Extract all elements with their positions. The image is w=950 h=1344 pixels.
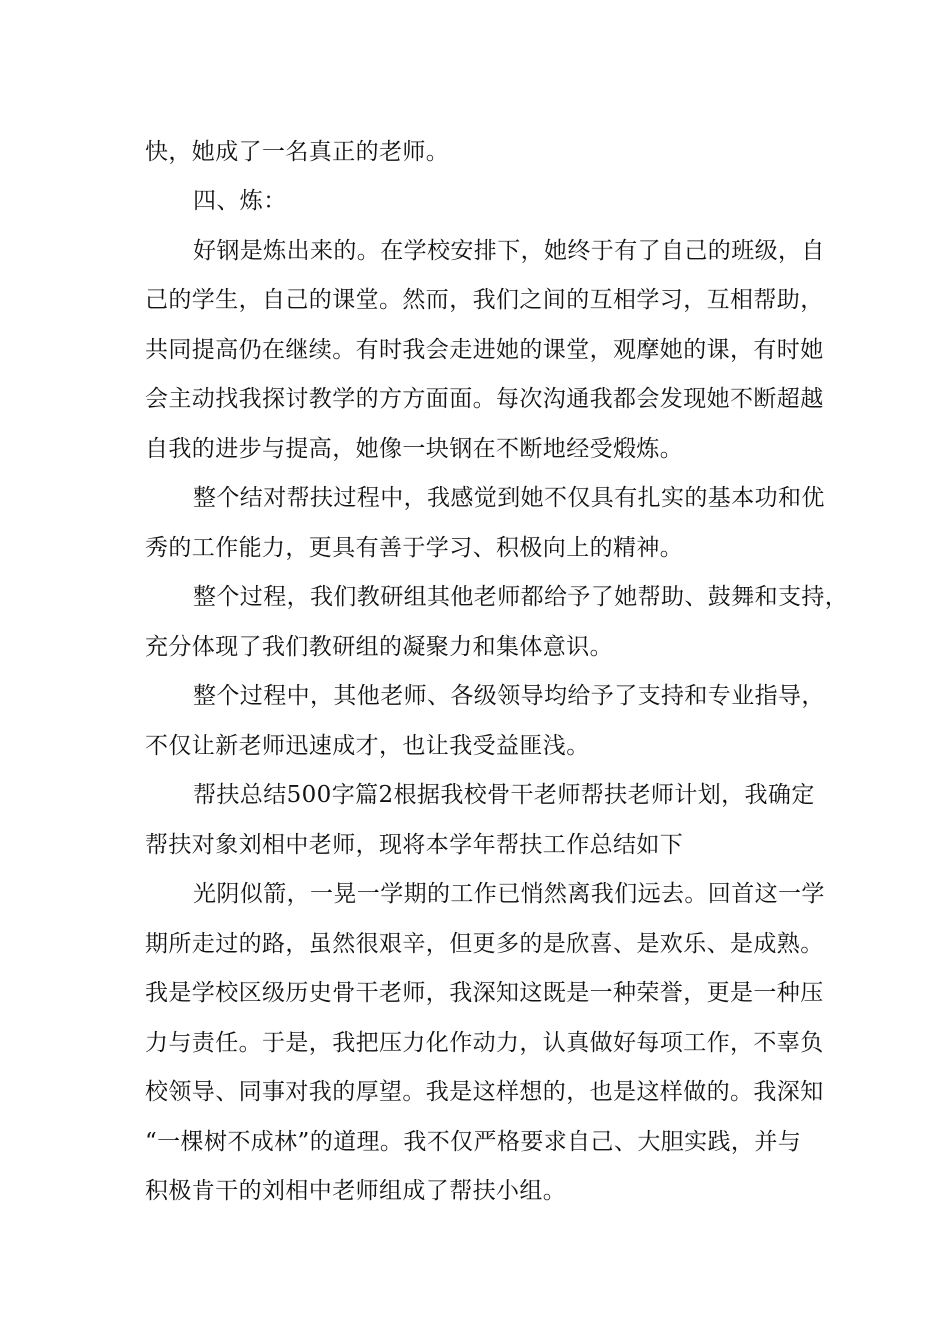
text-line: 整个过程，我们教研组其他老师都给予了她帮助、鼓舞和支持， <box>193 584 849 610</box>
text-line: 校领导、同事对我的厚望。我是这样想的，也是这样做的。我深知 <box>145 1079 824 1105</box>
text-line: 帮扶总结500字篇2根据我校骨干老师帮扶老师计划，我确定 <box>193 782 815 808</box>
text-line: 快，她成了一名真正的老师。 <box>145 139 450 165</box>
text-line: 积极肯干的刘相中老师组成了帮扶小组。 <box>145 1178 567 1204</box>
text-line: 共同提高仍在继续。有时我会走进她的课堂，观摩她的课，有时她 <box>145 337 824 363</box>
section-heading: 四、炼： <box>193 188 287 214</box>
text-line: 不仅让新老师迅速成才，也让我受益匪浅。 <box>145 733 590 759</box>
text-line: 整个过程中，其他老师、各级领导均给予了支持和专业指导， <box>193 683 825 709</box>
text-line: 自我的进步与提高，她像一块钢在不断地经受煅炼。 <box>145 436 684 462</box>
text-line: 力与责任。于是，我把压力化作动力，认真做好每项工作，不辜负 <box>145 1030 824 1056</box>
text-line: 光阴似箭，一晃一学期的工作已悄然离我们远去。回首这一学 <box>193 881 825 907</box>
text-line: 好钢是炼出来的。在学校安排下，她终于有了自己的班级，自 <box>193 238 825 264</box>
text-line: 期所走过的路，虽然很艰辛，但更多的是欣喜、是欢乐、是成熟。 <box>145 931 824 957</box>
text-line: 帮扶对象刘相中老师，现将本学年帮扶工作总结如下 <box>145 832 684 858</box>
text-line: 秀的工作能力，更具有善于学习、积极向上的精神。 <box>145 535 684 561</box>
text-line: 充分体现了我们教研组的凝聚力和集体意识。 <box>145 634 613 660</box>
text-line: 己的学生，自己的课堂。然而，我们之间的互相学习，互相帮助， <box>145 287 824 313</box>
text-line: 我是学校区级历史骨干老师，我深知这既是一种荣誉，更是一种压 <box>145 980 824 1006</box>
text-line: 会主动找我探讨教学的方方面面。每次沟通我都会发现她不断超越 <box>145 386 824 412</box>
text-line: “一棵树不成林”的道理。我不仅严格要求自己、大胆实践，并与 <box>145 1129 802 1155</box>
text-line: 整个结对帮扶过程中，我感觉到她不仅具有扎实的基本功和优 <box>193 485 825 511</box>
